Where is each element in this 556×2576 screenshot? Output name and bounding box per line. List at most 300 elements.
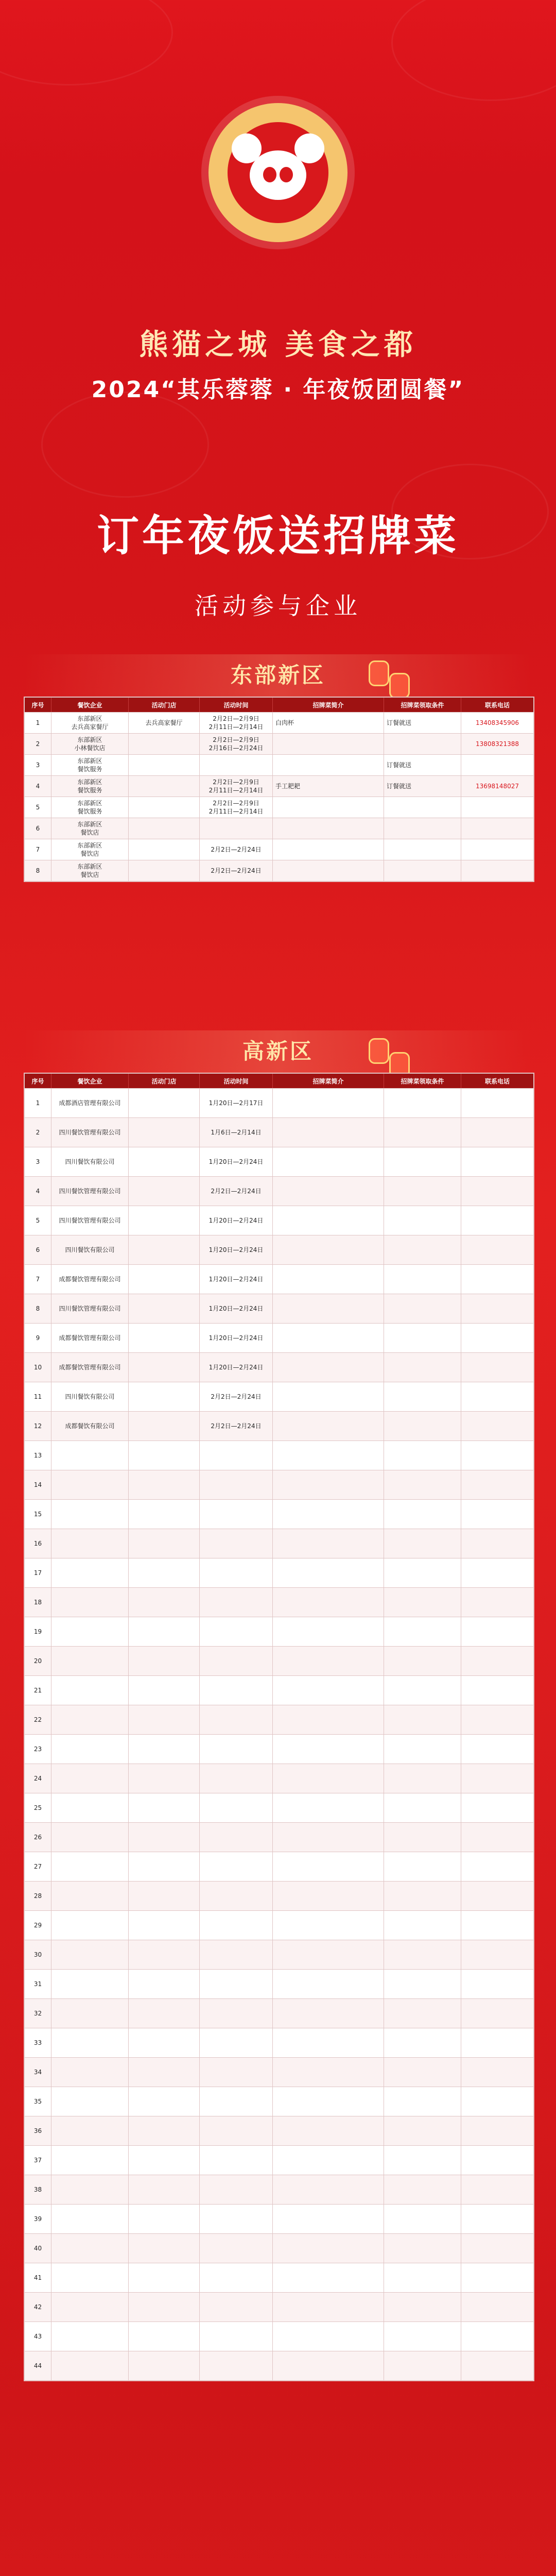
claim-condition xyxy=(384,1382,461,1411)
header-cell: 序号 xyxy=(25,1074,51,1088)
enterprise-name: 四川餐饮管理有限公司 xyxy=(51,1118,129,1147)
row-index: 4 xyxy=(25,1177,51,1206)
phone-number[interactable] xyxy=(461,1705,533,1734)
event-period: 1月20日—2月24日 xyxy=(200,1294,273,1323)
store-name xyxy=(129,1294,200,1323)
signature-dish xyxy=(273,860,384,881)
table-row xyxy=(25,2351,533,2380)
table-row xyxy=(25,1852,533,1881)
phone-number[interactable] xyxy=(461,1529,533,1558)
table-row xyxy=(25,1617,533,1646)
claim-condition xyxy=(384,1500,461,1529)
event-period xyxy=(200,2263,273,2292)
phone-number[interactable] xyxy=(461,1500,533,1529)
enterprise-name xyxy=(51,2175,129,2204)
table-row xyxy=(25,1440,533,1470)
phone-number[interactable] xyxy=(461,2175,533,2204)
enterprise-name xyxy=(51,2058,129,2087)
claim-condition xyxy=(384,2175,461,2204)
phone-number[interactable]: 13698148027 xyxy=(461,776,533,796)
event-period xyxy=(200,1999,273,2028)
event-period: 2月2日—2月24日 xyxy=(200,1382,273,1411)
table-row xyxy=(25,1352,533,1382)
phone-number[interactable] xyxy=(461,2234,533,2263)
claim-condition xyxy=(384,1911,461,1940)
signature-dish xyxy=(273,1735,384,1764)
phone-number[interactable] xyxy=(461,2205,533,2233)
claim-condition xyxy=(384,2351,461,2380)
phone-number[interactable] xyxy=(461,1470,533,1499)
enterprise-name: 成都餐饮有限公司 xyxy=(51,1412,129,1440)
enterprise-name xyxy=(51,1940,129,1969)
store-name xyxy=(129,1558,200,1587)
event-period xyxy=(200,1441,273,1470)
row-index: 5 xyxy=(25,797,51,818)
row-index: 35 xyxy=(25,2087,51,2116)
enterprise-name xyxy=(51,1852,129,1881)
phone-number[interactable] xyxy=(461,1911,533,1940)
table-row xyxy=(25,2057,533,2087)
section-high-tech-zone xyxy=(24,1030,532,2381)
enterprise-name: 四川餐饮管理有限公司 xyxy=(51,1177,129,1206)
enterprise-name xyxy=(51,2205,129,2233)
claim-condition xyxy=(384,1441,461,1470)
signature-dish xyxy=(273,2087,384,2116)
phone-number[interactable] xyxy=(461,1118,533,1147)
signature-dish xyxy=(273,1705,384,1734)
phone-number[interactable] xyxy=(461,1647,533,1675)
event-period xyxy=(200,1705,273,1734)
phone-number[interactable] xyxy=(461,755,533,775)
claim-condition xyxy=(384,2028,461,2057)
enterprise-name: 四川餐饮管理有限公司 xyxy=(51,1206,129,1235)
row-index: 42 xyxy=(25,2293,51,2321)
row-index: 36 xyxy=(25,2116,51,2145)
store-name xyxy=(129,1500,200,1529)
table-row xyxy=(25,1998,533,2028)
event-period: 2月2日—2月24日 xyxy=(200,1412,273,1440)
phone-number[interactable] xyxy=(461,1999,533,2028)
enterprise-name xyxy=(51,1588,129,1617)
table-header xyxy=(25,698,533,712)
enterprise-name xyxy=(51,2234,129,2263)
signature-dish xyxy=(273,1147,384,1176)
signature-dish xyxy=(273,1617,384,1646)
signature-dish xyxy=(273,2028,384,2057)
store-name xyxy=(129,1412,200,1440)
section-title: 高新区 xyxy=(24,1030,532,1073)
store-name xyxy=(129,776,200,796)
claim-condition xyxy=(384,734,461,754)
event-period xyxy=(200,1940,273,1969)
signature-dish xyxy=(273,2263,384,2292)
store-name xyxy=(129,1764,200,1793)
phone-number[interactable] xyxy=(461,1324,533,1352)
row-index: 17 xyxy=(25,1558,51,1587)
signature-dish: 手工耙耙 xyxy=(273,776,384,796)
signature-dish xyxy=(273,1852,384,1881)
event-period: 1月20日—2月17日 xyxy=(200,1089,273,1117)
enterprise-name xyxy=(51,1676,129,1705)
store-name xyxy=(129,839,200,860)
enterprise-name: 四川餐饮有限公司 xyxy=(51,1235,129,1264)
phone-number[interactable] xyxy=(461,2058,533,2087)
store-name xyxy=(129,2116,200,2145)
signature-dish xyxy=(273,734,384,754)
header-cell: 餐饮企业 xyxy=(51,698,129,712)
event-period: 2月2日—2月24日 xyxy=(200,839,273,860)
phone-number[interactable] xyxy=(461,1735,533,1764)
claim-condition xyxy=(384,1970,461,1998)
enterprise-name: 东部新区 餐饮店 xyxy=(51,818,129,839)
store-name: 去兵高家餐厅 xyxy=(129,713,200,733)
table-row xyxy=(25,2292,533,2321)
store-name xyxy=(129,755,200,775)
enterprise-table xyxy=(24,697,534,882)
store-name xyxy=(129,1852,200,1881)
phone-number[interactable] xyxy=(461,1617,533,1646)
phone-number[interactable] xyxy=(461,1676,533,1705)
event-period xyxy=(200,1823,273,1852)
signature-dish xyxy=(273,1911,384,1940)
phone-number[interactable] xyxy=(461,1882,533,1910)
phone-number[interactable] xyxy=(461,1089,533,1117)
signature-dish xyxy=(273,1558,384,1587)
claim-condition xyxy=(384,1470,461,1499)
phone-number[interactable] xyxy=(461,860,533,881)
claim-condition xyxy=(384,1324,461,1352)
signature-dish xyxy=(273,2293,384,2321)
enterprise-name: 四川餐饮有限公司 xyxy=(51,1382,129,1411)
store-name xyxy=(129,2087,200,2116)
row-index: 16 xyxy=(25,1529,51,1558)
claim-condition xyxy=(384,1353,461,1382)
claim-condition xyxy=(384,1764,461,1793)
store-name xyxy=(129,1911,200,1940)
row-index: 32 xyxy=(25,1999,51,2028)
claim-condition xyxy=(384,1118,461,1147)
phone-number[interactable] xyxy=(461,1412,533,1440)
header-cell: 招牌菜领取条件 xyxy=(384,698,461,712)
event-period xyxy=(200,2146,273,2175)
row-index: 7 xyxy=(25,839,51,860)
phone-number[interactable] xyxy=(461,1177,533,1206)
event-period xyxy=(200,1735,273,1764)
row-index: 23 xyxy=(25,1735,51,1764)
row-index: 20 xyxy=(25,1647,51,1675)
enterprise-name xyxy=(51,1999,129,2028)
phone-number[interactable] xyxy=(461,797,533,818)
enterprise-name xyxy=(51,1793,129,1822)
phone-number[interactable]: 13408345906 xyxy=(461,713,533,733)
event-period xyxy=(200,2322,273,2351)
enterprise-name xyxy=(51,2322,129,2351)
event-period xyxy=(200,2293,273,2321)
signature-dish xyxy=(273,2205,384,2233)
row-index: 3 xyxy=(25,1147,51,1176)
row-index: 31 xyxy=(25,1970,51,1998)
event-period: 1月20日—2月24日 xyxy=(200,1206,273,1235)
phone-number[interactable] xyxy=(461,1764,533,1793)
signature-dish xyxy=(273,1118,384,1147)
row-index: 29 xyxy=(25,1911,51,1940)
enterprise-name xyxy=(51,1823,129,1852)
phone-number[interactable] xyxy=(461,1294,533,1323)
phone-number[interactable] xyxy=(461,1235,533,1264)
enterprise-name xyxy=(51,1764,129,1793)
event-period xyxy=(200,1882,273,1910)
claim-condition xyxy=(384,1206,461,1235)
table-row xyxy=(25,2233,533,2263)
header-cell: 招牌菜简介 xyxy=(273,698,384,712)
row-index: 6 xyxy=(25,818,51,839)
row-index: 38 xyxy=(25,2175,51,2204)
phone-number[interactable] xyxy=(461,1588,533,1617)
event-period: 2月2日—2月9日 2月16日—2月24日 xyxy=(200,734,273,754)
signature-dish xyxy=(273,2351,384,2380)
store-name xyxy=(129,1882,200,1910)
phone-number[interactable] xyxy=(461,818,533,839)
table-row xyxy=(25,1587,533,1617)
phone-number[interactable] xyxy=(461,1823,533,1852)
claim-condition xyxy=(384,2146,461,2175)
row-index: 7 xyxy=(25,1265,51,1294)
claim-condition xyxy=(384,2234,461,2263)
signature-dish xyxy=(273,1500,384,1529)
table-row xyxy=(25,754,533,775)
phone-number[interactable] xyxy=(461,1147,533,1176)
store-name xyxy=(129,1617,200,1646)
table-row xyxy=(25,1147,533,1176)
phone-number[interactable] xyxy=(461,2263,533,2292)
store-name xyxy=(129,2263,200,2292)
store-name xyxy=(129,1705,200,1734)
claim-condition xyxy=(384,818,461,839)
table-row xyxy=(25,1294,533,1323)
store-name xyxy=(129,2205,200,2233)
table-row xyxy=(25,2204,533,2233)
table-row xyxy=(25,2028,533,2057)
event-period xyxy=(200,1764,273,1793)
table-row xyxy=(25,818,533,839)
phone-number[interactable] xyxy=(461,2116,533,2145)
claim-condition xyxy=(384,1735,461,1764)
claim-condition xyxy=(384,1852,461,1881)
store-name xyxy=(129,2351,200,2380)
signature-dish xyxy=(273,1823,384,1852)
phone-number[interactable] xyxy=(461,1382,533,1411)
claim-condition xyxy=(384,1999,461,2028)
claim-condition xyxy=(384,1617,461,1646)
claim-condition xyxy=(384,1265,461,1294)
store-name xyxy=(129,1588,200,1617)
phone-number[interactable] xyxy=(461,2351,533,2380)
enterprise-name xyxy=(51,2087,129,2116)
store-name xyxy=(129,1265,200,1294)
store-name xyxy=(129,2028,200,2057)
enterprise-name: 四川餐饮管理有限公司 xyxy=(51,1294,129,1323)
claim-condition xyxy=(384,1676,461,1705)
table-row xyxy=(25,2116,533,2145)
page-title: 订年夜饭送招牌菜 xyxy=(96,512,459,561)
claim-condition xyxy=(384,1823,461,1852)
phone-number[interactable] xyxy=(461,1793,533,1822)
signature-dish xyxy=(273,2322,384,2351)
phone-number[interactable] xyxy=(461,1206,533,1235)
page-subtitle: 活动参与企业 xyxy=(195,592,361,620)
enterprise-name xyxy=(51,2116,129,2145)
enterprise-name: 东部新区 餐饮服务 xyxy=(51,776,129,796)
claim-condition xyxy=(384,1089,461,1117)
signature-dish xyxy=(273,1441,384,1470)
claim-condition xyxy=(384,2322,461,2351)
table-row xyxy=(25,1881,533,1910)
event-period: 2月2日—2月24日 xyxy=(200,860,273,881)
row-index: 33 xyxy=(25,2028,51,2057)
row-index: 25 xyxy=(25,1793,51,1822)
enterprise-name: 成都餐饮管理有限公司 xyxy=(51,1353,129,1382)
phone-number[interactable] xyxy=(461,839,533,860)
event-period: 1月20日—2月24日 xyxy=(200,1235,273,1264)
enterprise-name xyxy=(51,1529,129,1558)
signature-dish xyxy=(273,1676,384,1705)
row-index: 21 xyxy=(25,1676,51,1705)
enterprise-name xyxy=(51,2351,129,2380)
signature-dish xyxy=(273,1999,384,2028)
enterprise-name xyxy=(51,2146,129,2175)
phone-number[interactable] xyxy=(461,1940,533,1969)
row-index: 9 xyxy=(25,1324,51,1352)
row-index: 28 xyxy=(25,1882,51,1910)
row-index: 37 xyxy=(25,2146,51,2175)
phone-number[interactable] xyxy=(461,2028,533,2057)
panda-eye-left-icon xyxy=(263,167,276,182)
enterprise-name: 成都酒店管理有限公司 xyxy=(51,1089,129,1117)
section-title: 东部新区 xyxy=(24,654,532,697)
signature-dish xyxy=(273,1647,384,1675)
row-index: 39 xyxy=(25,2205,51,2233)
table-row xyxy=(25,1558,533,1587)
table-row xyxy=(25,860,533,881)
enterprise-table xyxy=(24,1073,534,2381)
claim-condition xyxy=(384,1177,461,1206)
event-period: 2月2日—2月24日 xyxy=(200,1177,273,1206)
header-cell: 招牌菜简介 xyxy=(273,1074,384,1088)
store-name xyxy=(129,1970,200,1998)
store-name xyxy=(129,1382,200,1411)
signature-dish xyxy=(273,1235,384,1264)
row-index: 1 xyxy=(25,713,51,733)
claim-condition xyxy=(384,1412,461,1440)
panda-logo-icon xyxy=(208,103,348,242)
enterprise-name xyxy=(51,1558,129,1587)
event-period xyxy=(200,1676,273,1705)
signature-dish xyxy=(273,1793,384,1822)
store-name xyxy=(129,1647,200,1675)
row-index: 5 xyxy=(25,1206,51,1235)
phone-number[interactable]: 13808321388 xyxy=(461,734,533,754)
enterprise-name: 东部新区 餐饮店 xyxy=(51,839,129,860)
event-period: 1月20日—2月24日 xyxy=(200,1353,273,1382)
signature-dish xyxy=(273,1353,384,1382)
table-row xyxy=(25,1206,533,1235)
signature-dish xyxy=(273,839,384,860)
store-name xyxy=(129,1999,200,2028)
row-index: 13 xyxy=(25,1441,51,1470)
store-name xyxy=(129,1735,200,1764)
phone-number[interactable] xyxy=(461,1441,533,1470)
table-row xyxy=(25,2263,533,2292)
phone-number[interactable] xyxy=(461,1852,533,1881)
signature-dish xyxy=(273,1764,384,1793)
signature-dish xyxy=(273,1529,384,1558)
event-period: 1月20日—2月24日 xyxy=(200,1147,273,1176)
table-row xyxy=(25,712,533,733)
enterprise-name xyxy=(51,1647,129,1675)
event-period xyxy=(200,1588,273,1617)
header-cell: 序号 xyxy=(25,698,51,712)
phone-number[interactable] xyxy=(461,2087,533,2116)
section-east-district xyxy=(24,654,532,882)
signature-dish xyxy=(273,1882,384,1910)
phone-number[interactable] xyxy=(461,2293,533,2321)
store-name xyxy=(129,860,200,881)
claim-condition xyxy=(384,1882,461,1910)
phone-number[interactable] xyxy=(461,2322,533,2351)
phone-number[interactable] xyxy=(461,2146,533,2175)
store-name xyxy=(129,2322,200,2351)
panda-eye-right-icon xyxy=(280,167,293,182)
event-period xyxy=(200,1793,273,1822)
claim-condition xyxy=(384,2293,461,2321)
claim-condition xyxy=(384,2087,461,2116)
signature-dish xyxy=(273,1588,384,1617)
store-name xyxy=(129,1089,200,1117)
table-row xyxy=(25,2087,533,2116)
table-body xyxy=(25,1088,533,2380)
header-cell: 活动门店 xyxy=(129,698,200,712)
event-period xyxy=(200,1911,273,1940)
table-header xyxy=(25,1074,533,1088)
row-index: 11 xyxy=(25,1382,51,1411)
event-period xyxy=(200,2058,273,2087)
signature-dish xyxy=(273,1324,384,1352)
claim-condition xyxy=(384,797,461,818)
table-row xyxy=(25,2175,533,2204)
claim-condition xyxy=(384,1940,461,1969)
table-row xyxy=(25,1117,533,1147)
header-cell: 联系电话 xyxy=(484,1077,510,1085)
event-period xyxy=(200,2087,273,2116)
table-row xyxy=(25,1088,533,1117)
store-name xyxy=(129,1529,200,1558)
row-index: 12 xyxy=(25,1412,51,1440)
claim-condition xyxy=(384,1294,461,1323)
phone-number[interactable] xyxy=(461,1353,533,1382)
store-name xyxy=(129,1118,200,1147)
enterprise-name xyxy=(51,2293,129,2321)
phone-number[interactable] xyxy=(461,1265,533,1294)
header-cell: 联系电话 xyxy=(484,701,510,709)
event-period xyxy=(200,1500,273,1529)
table-row xyxy=(25,775,533,796)
header-cell: 活动时间 xyxy=(200,1074,273,1088)
row-index: 10 xyxy=(25,1353,51,1382)
row-index: 34 xyxy=(25,2058,51,2087)
phone-number[interactable] xyxy=(461,1558,533,1587)
phone-number[interactable] xyxy=(461,1970,533,1998)
enterprise-name xyxy=(51,1500,129,1529)
